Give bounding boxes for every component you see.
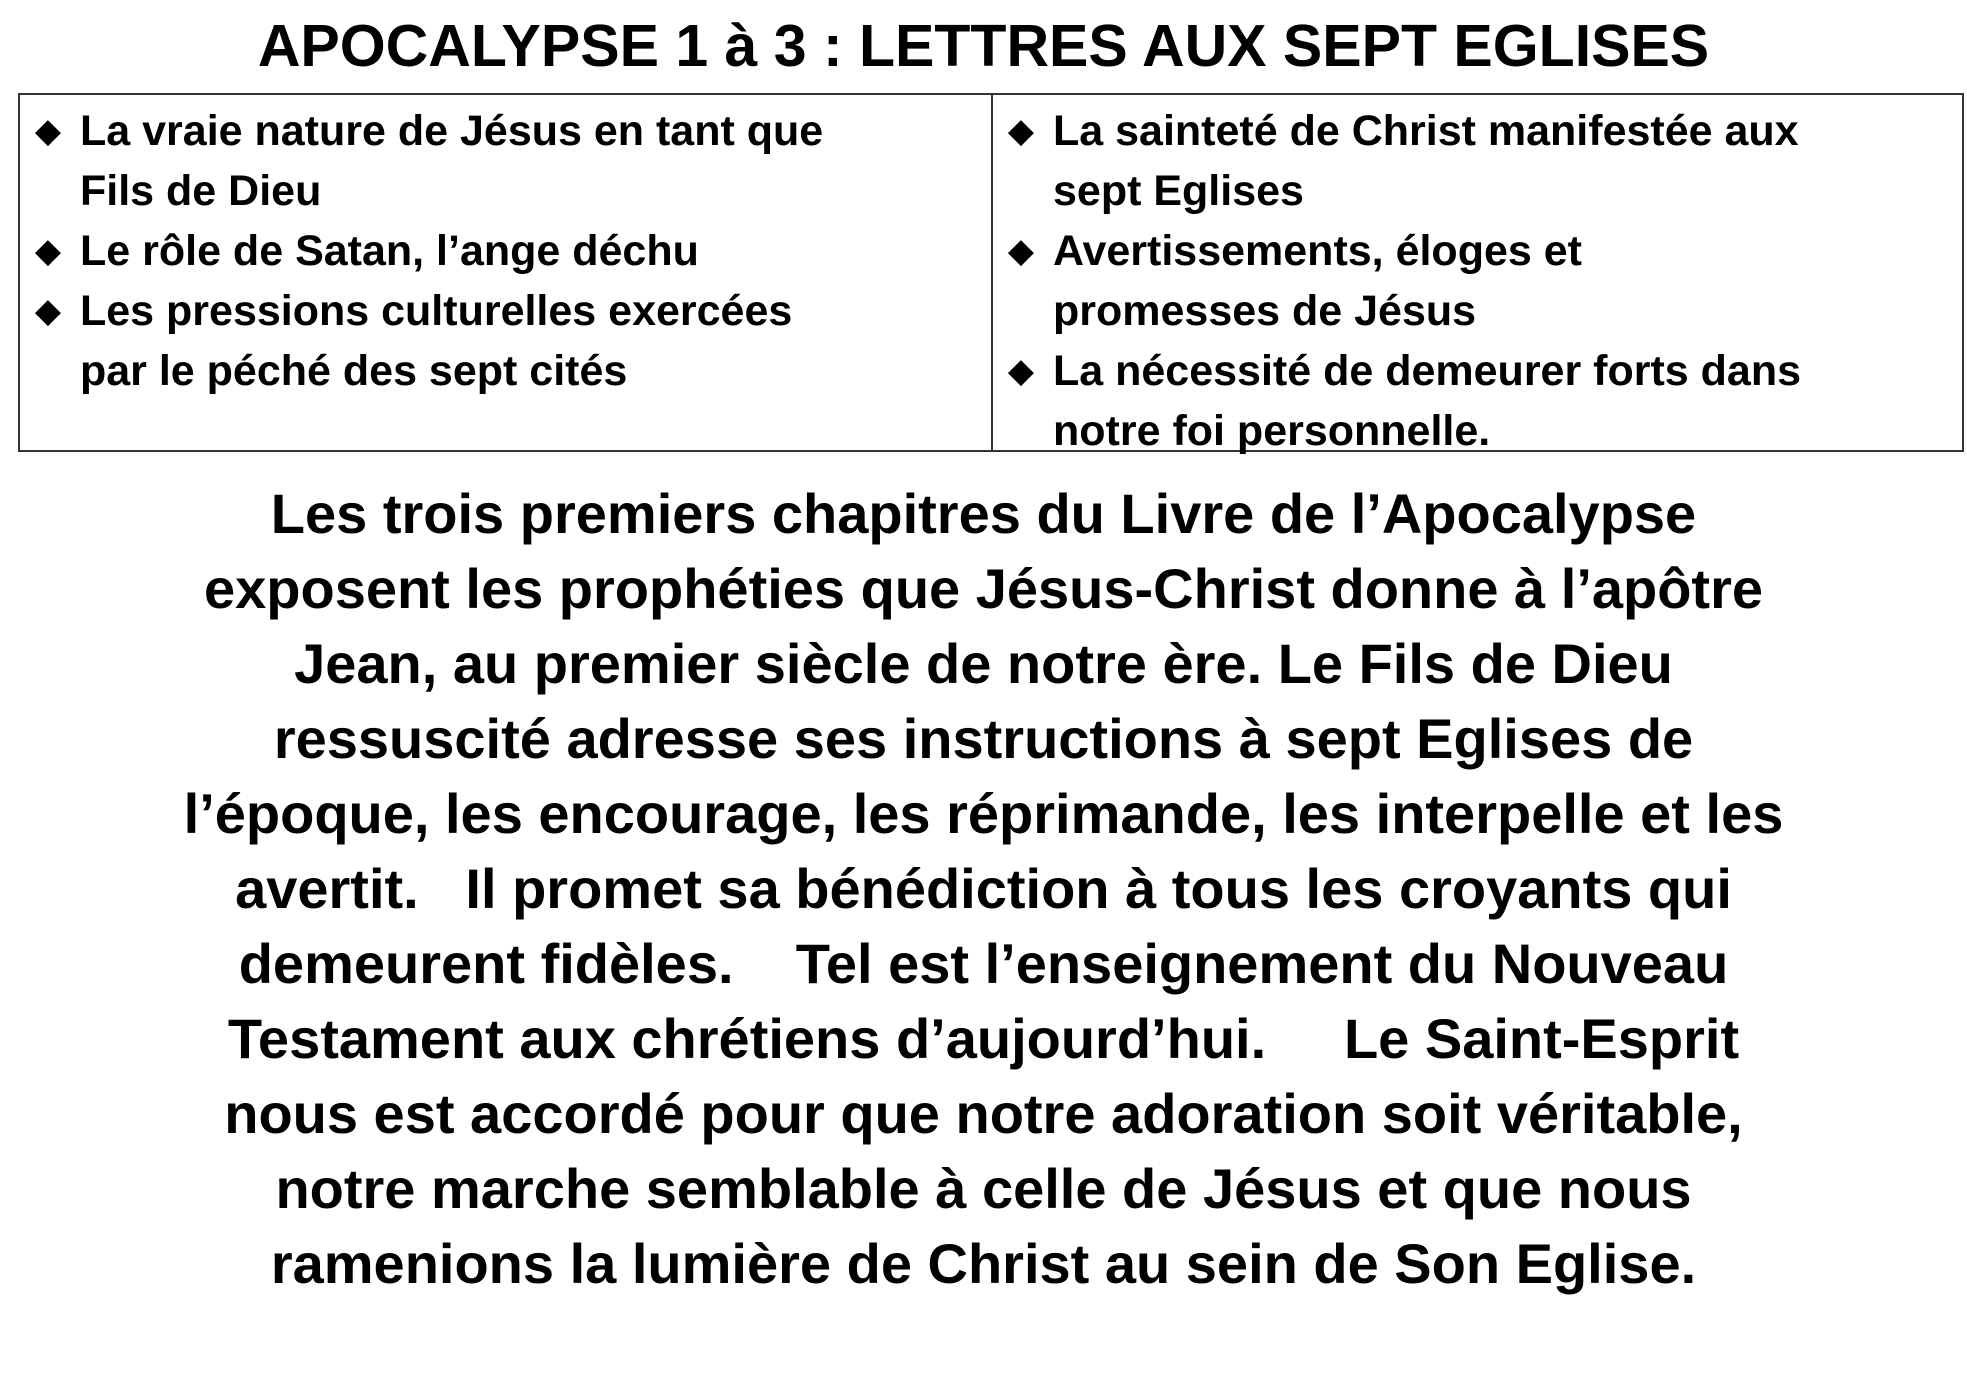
page-title: APOCALYPSE 1 à 3 : LETTRES AUX SEPT EGLISES bbox=[257, 13, 1710, 79]
paragraph-line: Jean, au premier siècle de notre ère. Le Fils de Dieu bbox=[294, 632, 1673, 695]
bullet-line: La nécessité de demeurer forts dans bbox=[1053, 347, 1802, 395]
bullet-item bbox=[20, 281, 991, 401]
bullet-item bbox=[993, 101, 1962, 221]
paragraph-line: Les trois premiers chapitres du Livre de l’Apocalypse bbox=[270, 482, 1697, 545]
diamond-bullet-icon: ◆ bbox=[34, 292, 62, 330]
bullet-list-left bbox=[20, 101, 991, 401]
diamond-bullet-icon: ◆ bbox=[1007, 352, 1035, 390]
paragraph-line: l’époque, les encourage, les réprimande, les interpelle et les bbox=[183, 782, 1784, 845]
bullet-line: Les pressions culturelles exercées bbox=[80, 287, 793, 335]
summary-column-left bbox=[20, 95, 993, 450]
paragraph-line: exposent les prophéties que Jésus-Christ donne à l’apôtre bbox=[203, 557, 1764, 620]
paragraph-line: nous est accordé pour que notre adoration soit véritable, bbox=[224, 1082, 1743, 1145]
bullet-line: promesses de Jésus bbox=[1053, 287, 1477, 335]
summary-table bbox=[18, 93, 1964, 455]
bullet-item bbox=[993, 221, 1962, 341]
bullet-item bbox=[20, 221, 991, 281]
bullet-line: Le rôle de Satan, l’ange déchu bbox=[80, 227, 699, 275]
paragraph-line: notre marche semblable à celle de Jésus et que nous bbox=[275, 1157, 1692, 1220]
paragraph-line: demeurent fidèles. Tel est l’enseignement du Nouveau bbox=[238, 932, 1729, 995]
body-paragraph bbox=[0, 476, 1967, 1301]
bullet-line: La vraie nature de Jésus en tant que bbox=[80, 107, 824, 155]
summary-column-right bbox=[993, 95, 1962, 455]
paragraph-line: ressuscité adresse ses instructions à sept Eglises de bbox=[273, 707, 1694, 770]
paragraph-line: Testament aux chrétiens d’aujourd’hui. Le Saint-Esprit bbox=[227, 1007, 1740, 1070]
bullet-item bbox=[993, 341, 1962, 461]
diamond-bullet-icon: ◆ bbox=[1007, 232, 1035, 270]
bullet-item bbox=[20, 101, 991, 221]
paragraph-line: ramenions la lumière de Christ au sein de Son Eglise. bbox=[270, 1232, 1697, 1295]
bullet-line: Avertissements, éloges et bbox=[1053, 227, 1582, 275]
bullet-line: Fils de Dieu bbox=[80, 167, 322, 215]
paragraph-line: avertit. Il promet sa bénédiction à tous les croyants qui bbox=[235, 857, 1732, 920]
diamond-bullet-icon: ◆ bbox=[34, 112, 62, 150]
bullet-line: par le péché des sept cités bbox=[80, 347, 628, 395]
diamond-bullet-icon: ◆ bbox=[34, 232, 62, 270]
diamond-bullet-icon: ◆ bbox=[1007, 112, 1035, 150]
bullet-line: notre foi personnelle. bbox=[1053, 407, 1491, 455]
bullet-list-right bbox=[993, 101, 1962, 461]
bullet-line: sept Eglises bbox=[1053, 167, 1304, 215]
bullet-line: La sainteté de Christ manifestée aux bbox=[1053, 107, 1799, 155]
